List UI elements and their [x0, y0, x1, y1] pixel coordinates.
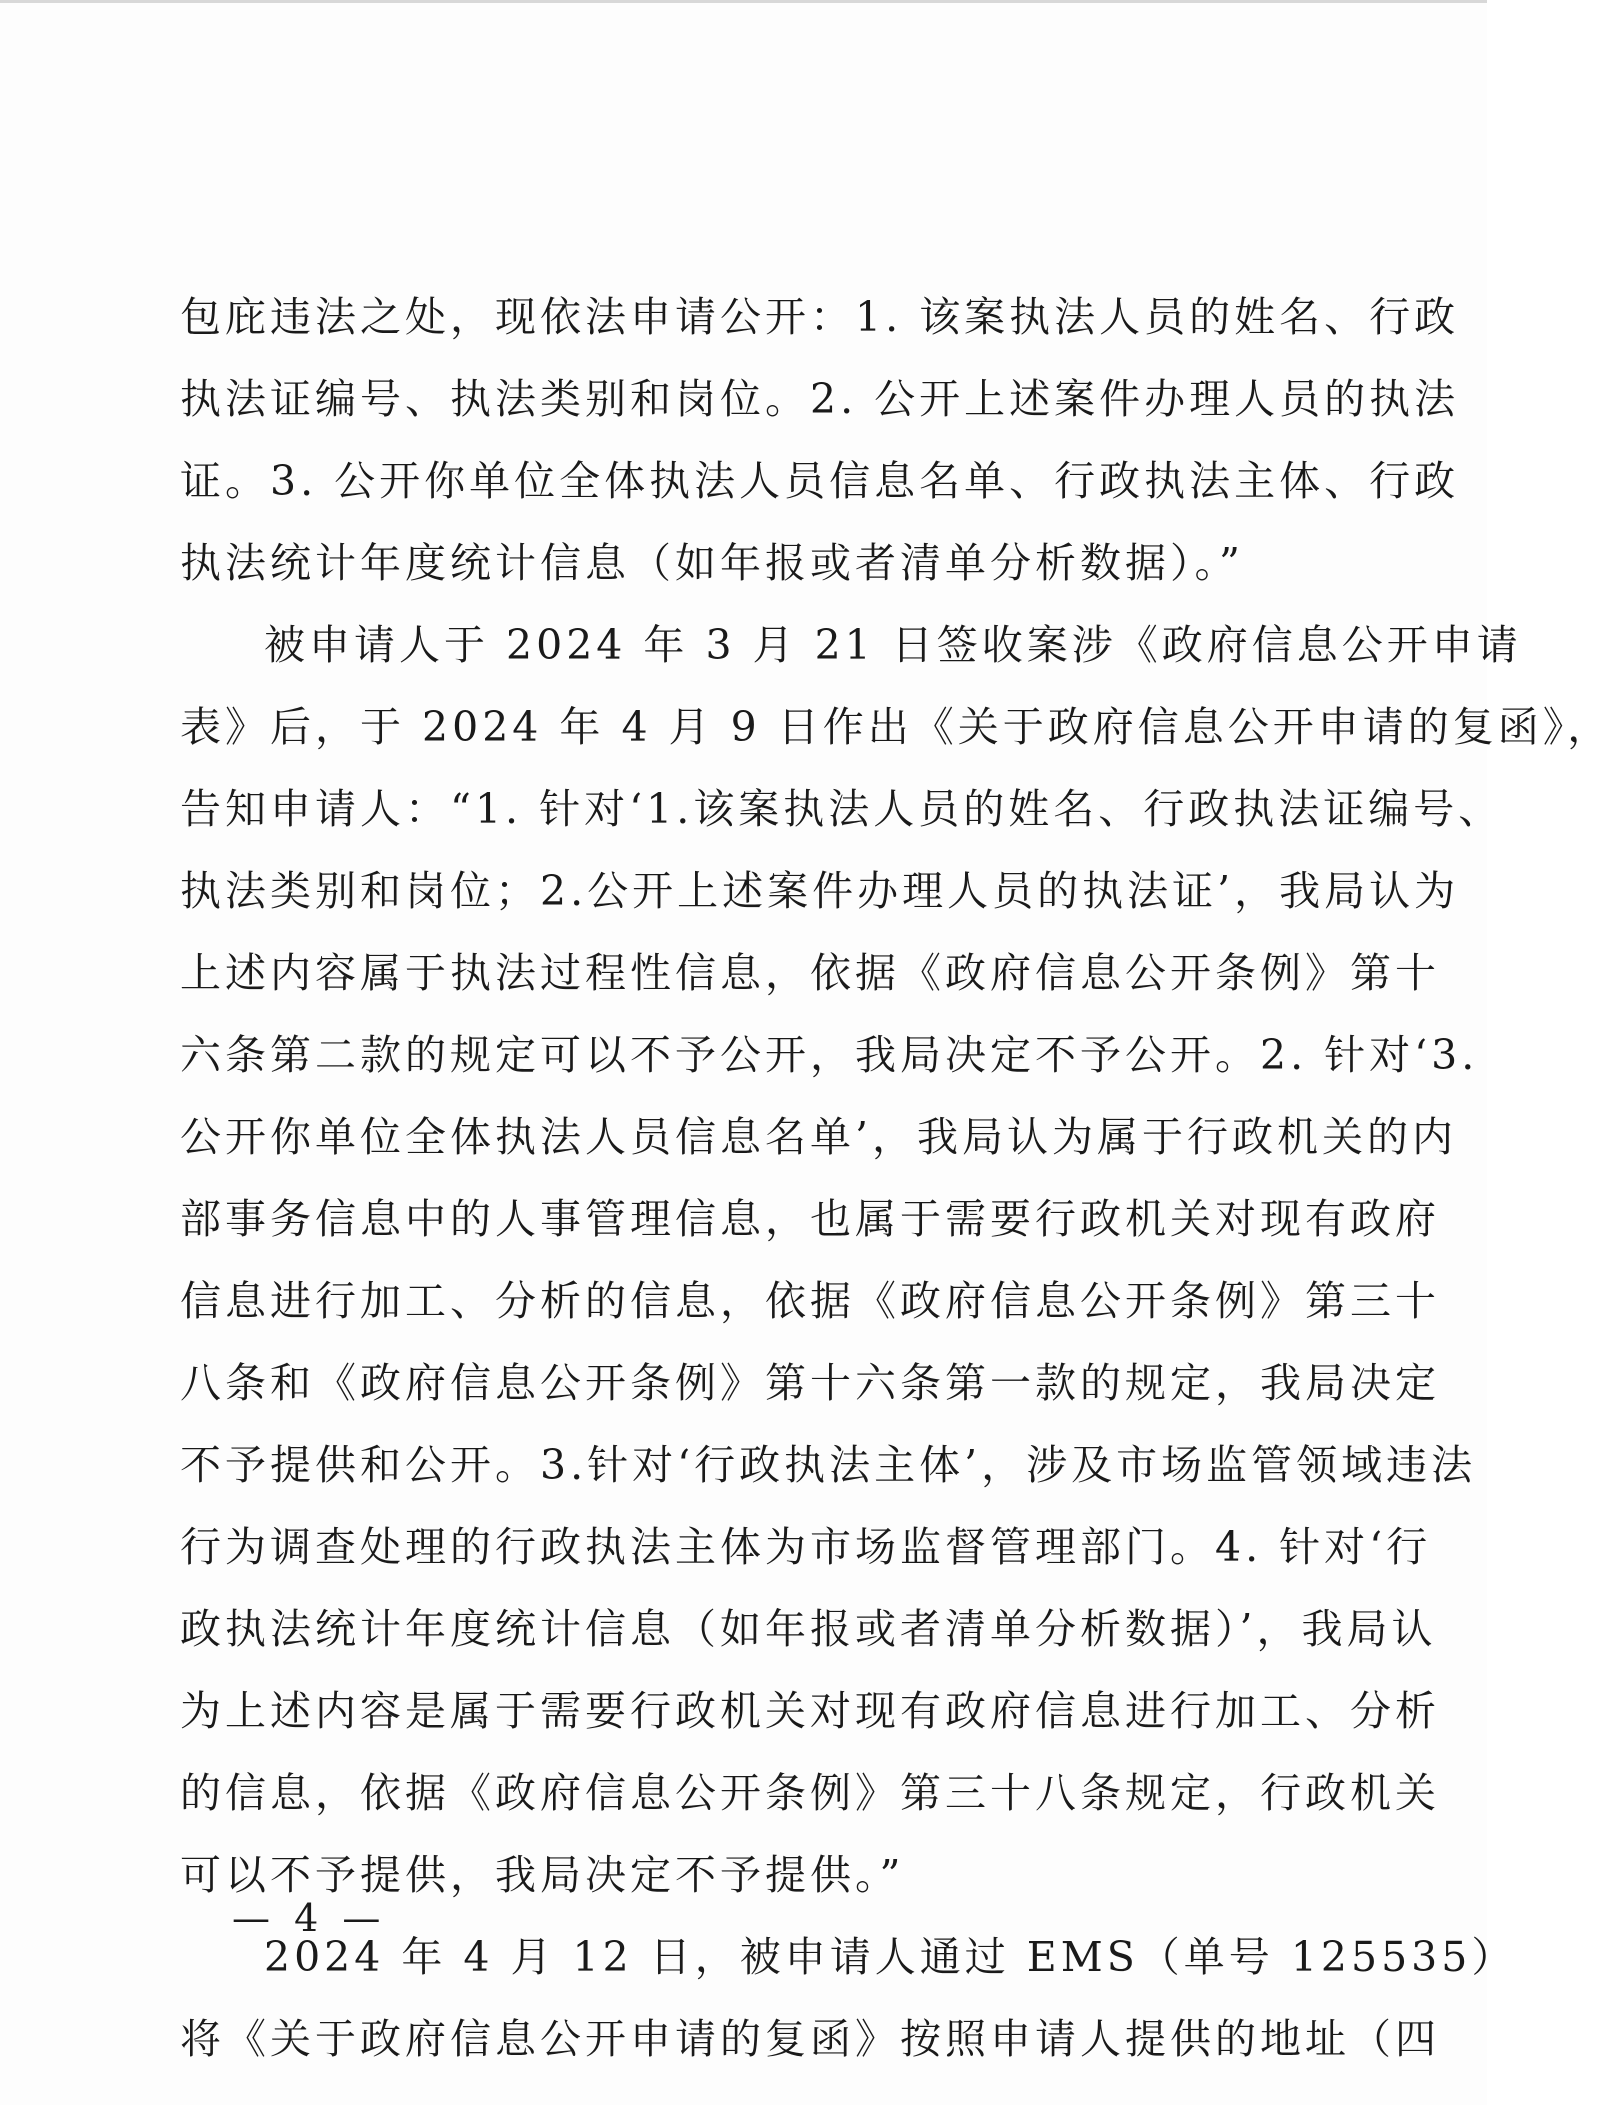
text-line: 上述内容属于执法过程性信息，依据《政府信息公开条例》第十	[180, 949, 1440, 997]
text-line: 八条和《政府信息公开条例》第十六条第一款的规定，我局决定	[180, 1359, 1440, 1407]
text-line: 的信息，依据《政府信息公开条例》第三十八条规定，行政机关	[180, 1769, 1440, 1817]
text-line: 证。3. 公开你单位全体执法人员信息名单、行政执法主体、行政	[180, 457, 1460, 505]
page-top-edge	[0, 0, 1487, 3]
text-line: 行为调查处理的行政执法主体为市场监督管理部门。4. 针对‘行	[180, 1523, 1432, 1571]
text-line: 政执法统计年度统计信息（如年报或者清单分析数据）’，我局认	[180, 1605, 1437, 1653]
paragraph-1	[180, 276, 1460, 604]
text-line: 被申请人于 2024 年 3 月 21 日签收案涉《政府信息公开申请	[264, 621, 1522, 669]
text-line: 执法类别和岗位；2.公开上述案件办理人员的执法证’，我局认为	[180, 867, 1460, 915]
text-line: 为上述内容是属于需要行政机关对现有政府信息进行加工、分析	[180, 1687, 1440, 1735]
paragraph-2	[180, 604, 1612, 1916]
text-line: 执法统计年度统计信息（如年报或者清单分析数据）。”	[180, 539, 1244, 587]
document-body	[180, 276, 1612, 2080]
text-line: 将《关于政府信息公开申请的复函》按照申请人提供的地址（四	[180, 2015, 1440, 2063]
text-line: 表》后，于 2024 年 4 月 9 日作出《关于政府信息公开申请的复函》，	[180, 703, 1612, 751]
tracking-number-prefix: 2024 年 4 月 12 日，被申请人通过 EMS（单号 125	[264, 1933, 1382, 1981]
text-line: 部事务信息中的人事管理信息，也属于需要行政机关对现有政府	[180, 1195, 1440, 1243]
text-line: 包庇违法之处，现依法申请公开：1. 该案执法人员的姓名、行政	[180, 293, 1460, 341]
text-line: 不予提供和公开。3.针对‘行政执法主体’，涉及市场监管领域违法	[180, 1441, 1477, 1489]
text-line: 信息进行加工、分析的信息，依据《政府信息公开条例》第三十	[180, 1277, 1440, 1325]
text-line: 公开你单位全体执法人员信息名单’，我局认为属于行政机关的内	[180, 1113, 1458, 1161]
text-line: 执法证编号、执法类别和岗位。2. 公开上述案件办理人员的执法	[180, 375, 1460, 423]
paragraph-3	[180, 1916, 1517, 2080]
page-number: — 4 —	[232, 1896, 387, 1940]
text-line: 可以不予提供，我局决定不予提供。”	[180, 1851, 905, 1899]
text-line: 六条第二款的规定可以不予公开，我局决定不予公开。2. 针对‘3.	[180, 1031, 1479, 1079]
text-line: 告知申请人：“1. 针对‘1.该案执法人员的姓名、行政执法证编号、	[180, 785, 1504, 833]
tracking-number-suffix: 535）	[1381, 1933, 1517, 1981]
